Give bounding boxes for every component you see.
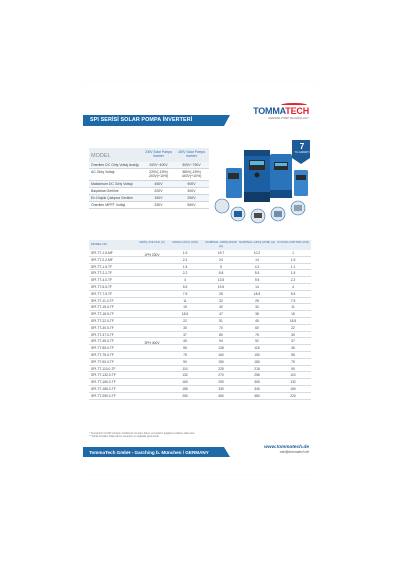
model-no-cell: SPI-TT-132.0-TF (91, 373, 116, 378)
spec-value-230v (142, 181, 175, 187)
model-header-model: MODEL NO (91, 242, 107, 246)
warranty-label: YIL GARANTI (294, 151, 310, 154)
motor-power-cell: 2.2 (290, 278, 296, 283)
product-image (214, 140, 314, 224)
model-no-cell: SPI-TT-90.0-TF (91, 359, 114, 364)
model-header-voltage: GİRİŞ VOLTAJI (V) (139, 240, 165, 244)
input-current-cell: 15.7 (217, 251, 225, 255)
input-current-cell: 24 (219, 257, 223, 262)
input-current-cell: 32 (219, 298, 223, 303)
spec-row (89, 162, 209, 169)
voltage-cell (137, 332, 167, 338)
brand-logo (253, 106, 309, 120)
rated-power-cell: 75 (183, 352, 187, 357)
voltage-cell (137, 257, 167, 263)
spec-row (89, 202, 209, 209)
table-row (89, 386, 311, 393)
model-no-cell: SPI-TT-2.2-MF (91, 257, 113, 262)
model-no-cell: SPI-TT-37.0-TF (91, 332, 114, 337)
motor-power-cell: 45 (291, 346, 295, 351)
voltage-group-1ph: 1PH 230V (144, 253, 160, 257)
output-current-cell: 305 (254, 380, 260, 385)
output-current-cell: 18.5 (253, 291, 261, 296)
input-current-cell: 13.5 (217, 278, 225, 283)
voltage-cell (137, 284, 167, 290)
rated-power-cell: 185 (182, 386, 188, 391)
spec-table (89, 148, 209, 209)
rated-power-cell: 11 (183, 298, 187, 303)
input-current-cell: 40 (219, 305, 223, 310)
rated-power-cell: 2.2 (182, 271, 188, 276)
spec-value-line: 200V (154, 188, 163, 193)
spec-value-400v (175, 169, 208, 179)
spec-value-400v (175, 188, 208, 194)
spec-row (89, 169, 209, 180)
spec-value-230v (142, 188, 175, 194)
motor-power-cell: 132 (290, 380, 296, 385)
spec-label: Önerilen DC Giriş Voltaj Aralığı (91, 163, 139, 167)
model-no-cell: SPI-TT-110.0-TF (91, 366, 116, 371)
motor-power-cell: 15 (291, 312, 295, 317)
table-row (89, 318, 311, 325)
voltage-cell (137, 270, 167, 276)
footnote: ** Teknik özellikler bilgilendirme amaçlıdır ve değişiklik gösterebilir. (89, 435, 160, 439)
spec-value-line: 300V~750V (182, 163, 201, 167)
motor-power-cell: 30 (291, 332, 295, 337)
output-current-cell: 92 (255, 339, 259, 344)
model-table (89, 240, 311, 400)
voltage-cell (137, 345, 167, 351)
output-current-cell: 340 (254, 386, 260, 391)
spec-row (89, 188, 209, 195)
motor-power-cell: 90 (291, 366, 295, 371)
input-current-cell: 25 (219, 291, 223, 296)
model-no-cell: SPI-TT-75.0-TF (91, 352, 114, 357)
output-current-cell: 5.5 (254, 271, 260, 276)
model-no-cell: SPI-TT-18.5-TF (91, 312, 114, 317)
model-no-cell: SPI-TT-160.0-TF (91, 380, 116, 385)
rated-power-cell: 4 (184, 278, 186, 283)
table-row (89, 270, 311, 277)
voltage-cell (137, 264, 167, 270)
spec-value-230v (142, 162, 175, 168)
spec-row (89, 181, 209, 188)
input-current-cell: 19.5 (217, 284, 225, 289)
voltage-cell (137, 318, 167, 324)
spec-value-line: 250V (187, 196, 196, 201)
model-no-cell: SPI-TT-185.0-TF (91, 386, 116, 391)
input-current-cell: 225 (218, 366, 224, 371)
motor-power-cell: 160 (290, 386, 296, 391)
footer-banner (83, 447, 224, 457)
model-no-cell: SPI-TT-11.0-TF (91, 298, 114, 303)
spec-header-230v: 230V Solar Pompa İnverter (145, 150, 172, 158)
voltage-cell (137, 372, 167, 378)
table-row (89, 257, 311, 264)
rated-power-cell: 2.2 (182, 257, 188, 262)
table-row (89, 393, 311, 400)
footnotes (89, 432, 195, 438)
table-row (89, 372, 311, 379)
company-address: TommaTech GmbH - Garching b. München / GERMANY (89, 449, 209, 455)
model-header-input-current: NOMİNAL GİRİŞ AKIMI (A) (205, 240, 237, 248)
output-current-cell: 14 (255, 284, 259, 289)
voltage-cell (137, 304, 167, 310)
warranty-years: 7 (299, 142, 305, 151)
input-current-cell: 94 (219, 339, 223, 344)
rated-power-cell: 55 (183, 346, 187, 351)
rated-power-cell: 132 (182, 373, 188, 378)
spec-value-line: 330V (154, 203, 163, 208)
spec-label: Maksimum DC Giriş Voltajı (91, 181, 133, 186)
spec-value-line: 380V(-15%) (182, 170, 201, 175)
output-current-cell: 150 (254, 352, 260, 357)
output-current-cell: 45 (255, 318, 259, 323)
output-current-cell: 10.2 (253, 251, 261, 255)
spec-value-230v (142, 169, 175, 179)
input-current-cell: 51 (219, 318, 223, 323)
table-row (89, 264, 311, 271)
voltage-cell (137, 393, 167, 399)
input-current-cell: 460 (218, 393, 224, 398)
rated-power-cell: 90 (183, 359, 187, 364)
rated-power-cell: 7.5 (182, 291, 188, 296)
spec-value-line: 200V~400V (149, 163, 168, 167)
voltage-cell (137, 291, 167, 297)
output-current-cell: 25 (255, 298, 259, 303)
rated-power-cell: 45 (183, 339, 187, 344)
model-table-header (89, 240, 311, 250)
voltage-cell (137, 379, 167, 385)
rated-power-cell: 160 (182, 380, 188, 385)
spec-header-400v: 400V Solar Pompa İnverter (178, 150, 205, 158)
datasheet-page (83, 82, 317, 474)
output-current-cell: 4.2 (254, 264, 260, 269)
voltage-cell (137, 352, 167, 358)
input-current-cell: 70 (219, 325, 223, 330)
motor-power-cell: 1.1 (290, 264, 296, 269)
input-current-cell: 270 (218, 373, 224, 378)
motor-power-cell: 18.5 (289, 318, 297, 323)
motor-power-cell: 7.5 (290, 298, 296, 303)
model-header-motor: UYUMLU MOTOR (KW) (276, 240, 310, 244)
spec-label: AC Giriş Voltajı (91, 170, 115, 175)
model-no-cell: SPI-TT-30.0-TF (91, 325, 114, 330)
input-current-cell: 190 (218, 359, 224, 364)
model-no-cell: SPI-TT-5.5-TF (91, 284, 113, 289)
table-row (89, 379, 311, 386)
voltage-cell (137, 359, 167, 365)
spec-value-line: 150V (154, 196, 163, 201)
table-row (89, 291, 311, 298)
spec-table-body (89, 162, 209, 209)
rated-power-cell: 15 (183, 305, 187, 310)
voltage-cell (137, 386, 167, 392)
spec-value-230v (142, 195, 175, 201)
voltage-group-3ph: 3PH 400V (144, 341, 160, 345)
spec-value-230v (142, 202, 175, 208)
model-no-cell: SPI-TT-1.5-TF (91, 264, 113, 269)
brand-name: TOMMATECH (253, 106, 309, 116)
spec-value-line: 450V (154, 181, 163, 186)
contact-block (264, 445, 309, 454)
model-no-cell: SPI-TT-1.5-MF (91, 251, 113, 255)
spec-label: En Düşük Çalışma Gerilimi (91, 196, 133, 201)
rated-power-cell: 110 (182, 366, 188, 371)
output-current-cell: 180 (254, 359, 260, 364)
motor-power-cell: 1 (292, 251, 294, 255)
spec-label: Başlatma Gerilimi (91, 188, 119, 193)
output-current-cell: 14 (255, 257, 259, 262)
website-link[interactable]: www.tommatech.de (264, 445, 309, 450)
table-row (89, 338, 311, 345)
model-header-power: ANMA GÜCÜ (KW) (172, 240, 198, 244)
spec-table-header (89, 148, 209, 162)
output-current-cell: 38 (255, 312, 259, 317)
table-row (89, 359, 311, 366)
email-link[interactable]: mail@tommatech.de (279, 450, 309, 454)
output-current-cell: 60 (255, 325, 259, 330)
table-row (89, 250, 311, 257)
rated-power-cell: 22 (183, 318, 187, 323)
output-current-cell: 75 (255, 332, 259, 337)
input-current-cell: 80 (219, 332, 223, 337)
spec-row (89, 195, 209, 202)
table-row (89, 332, 311, 339)
table-row (89, 311, 311, 318)
table-row (89, 352, 311, 359)
model-no-cell: SPI-TT-55.0-TF (91, 346, 114, 351)
motor-power-cell: 1.5 (290, 271, 296, 276)
voltage-cell (137, 298, 167, 304)
rated-power-cell: 250 (182, 393, 188, 398)
logo-swoosh-icon (281, 103, 307, 107)
spec-value-line: 900V (187, 181, 196, 186)
input-current-cell: 290 (218, 380, 224, 385)
model-no-cell: SPI-TT-22.0-TF (91, 318, 114, 323)
rated-power-cell: 37 (183, 332, 187, 337)
table-row (89, 298, 311, 305)
spec-value-400v (175, 162, 208, 168)
table-row (89, 304, 311, 311)
rated-power-cell: 1.5 (182, 251, 188, 255)
table-row (89, 284, 311, 291)
table-row (89, 366, 311, 373)
spec-value-line: 550V (187, 203, 196, 208)
motor-power-cell: 22 (291, 325, 295, 330)
spec-value-line: 440V(+10%) (181, 174, 202, 179)
model-no-cell: SPI-TT-250.0-TF (91, 393, 116, 398)
voltage-cell (137, 277, 167, 283)
voltage-cell (137, 311, 167, 317)
title-banner (83, 115, 224, 126)
rated-power-cell: 5.5 (182, 284, 188, 289)
output-current-cell: 115 (254, 346, 260, 351)
model-no-cell: SPI-TT-4.0-TF (91, 278, 113, 283)
motor-power-cell: 55 (291, 352, 295, 357)
footnote: * TommaTech GmbH ürünlerin özelliklerini önceden haber vermeksizin değiştirme hakkını saklı tutar. (89, 432, 195, 435)
output-current-cell: 9.5 (254, 278, 260, 283)
page-title: SPI SERİSİ SOLAR POMPA İNVERTERİ (90, 117, 193, 123)
input-current-cell: 5 (220, 264, 222, 269)
model-table-body (89, 250, 311, 400)
rated-power-cell: 1.5 (182, 264, 188, 269)
voltage-cell (137, 325, 167, 331)
input-current-cell: 330 (218, 386, 224, 391)
spec-header-model: MODEL (91, 153, 111, 159)
spec-value-400v (175, 181, 208, 187)
model-header-output-current: NOMİNAL ÇIKIŞ AKIMI (A) (239, 240, 275, 244)
output-current-cell: 32 (255, 305, 259, 310)
brand-tagline: GERMAN PUMP TECHNOLOGY (268, 117, 309, 120)
warranty-badge (293, 140, 311, 164)
motor-power-cell: 1.5 (290, 257, 296, 262)
input-current-cell: 47 (219, 312, 223, 317)
output-current-cell: 215 (254, 366, 260, 371)
output-current-cell: 480 (254, 393, 260, 398)
motor-power-cell: 11 (291, 305, 295, 310)
rated-power-cell: 30 (183, 325, 187, 330)
motor-power-cell: 37 (291, 339, 295, 344)
output-current-cell: 255 (254, 373, 260, 378)
spec-value-line: 220V(-15%) (149, 170, 168, 175)
motor-power-cell: 220 (290, 393, 296, 398)
motor-power-cell: 5.5 (290, 291, 296, 296)
motor-power-cell: 4 (292, 284, 294, 289)
voltage-cell (137, 366, 167, 372)
spec-label: Önerilen MPPT Voltajı (91, 203, 126, 208)
spec-value-400v (175, 202, 208, 208)
model-no-cell: SPI-TT-2.2-TF (91, 271, 113, 276)
table-row (89, 325, 311, 332)
spec-value-line: 240V(+10%) (148, 174, 169, 179)
motor-power-cell: 75 (291, 359, 295, 364)
input-current-cell: 160 (218, 352, 224, 357)
model-no-cell: SPI-TT-15.0-TF (91, 305, 114, 310)
table-row (89, 277, 311, 284)
spec-value-400v (175, 195, 208, 201)
spec-value-line: 300V (187, 188, 196, 193)
motor-power-cell: 110 (290, 373, 296, 378)
model-no-cell: SPI-TT-45.0-TF (91, 339, 114, 344)
input-current-cell: 5.8 (218, 271, 224, 276)
model-no-cell: SPI-TT-7.5-TF (91, 291, 113, 296)
rated-power-cell: 18.5 (181, 312, 189, 317)
input-current-cell: 128 (218, 346, 224, 351)
table-row (89, 345, 311, 352)
